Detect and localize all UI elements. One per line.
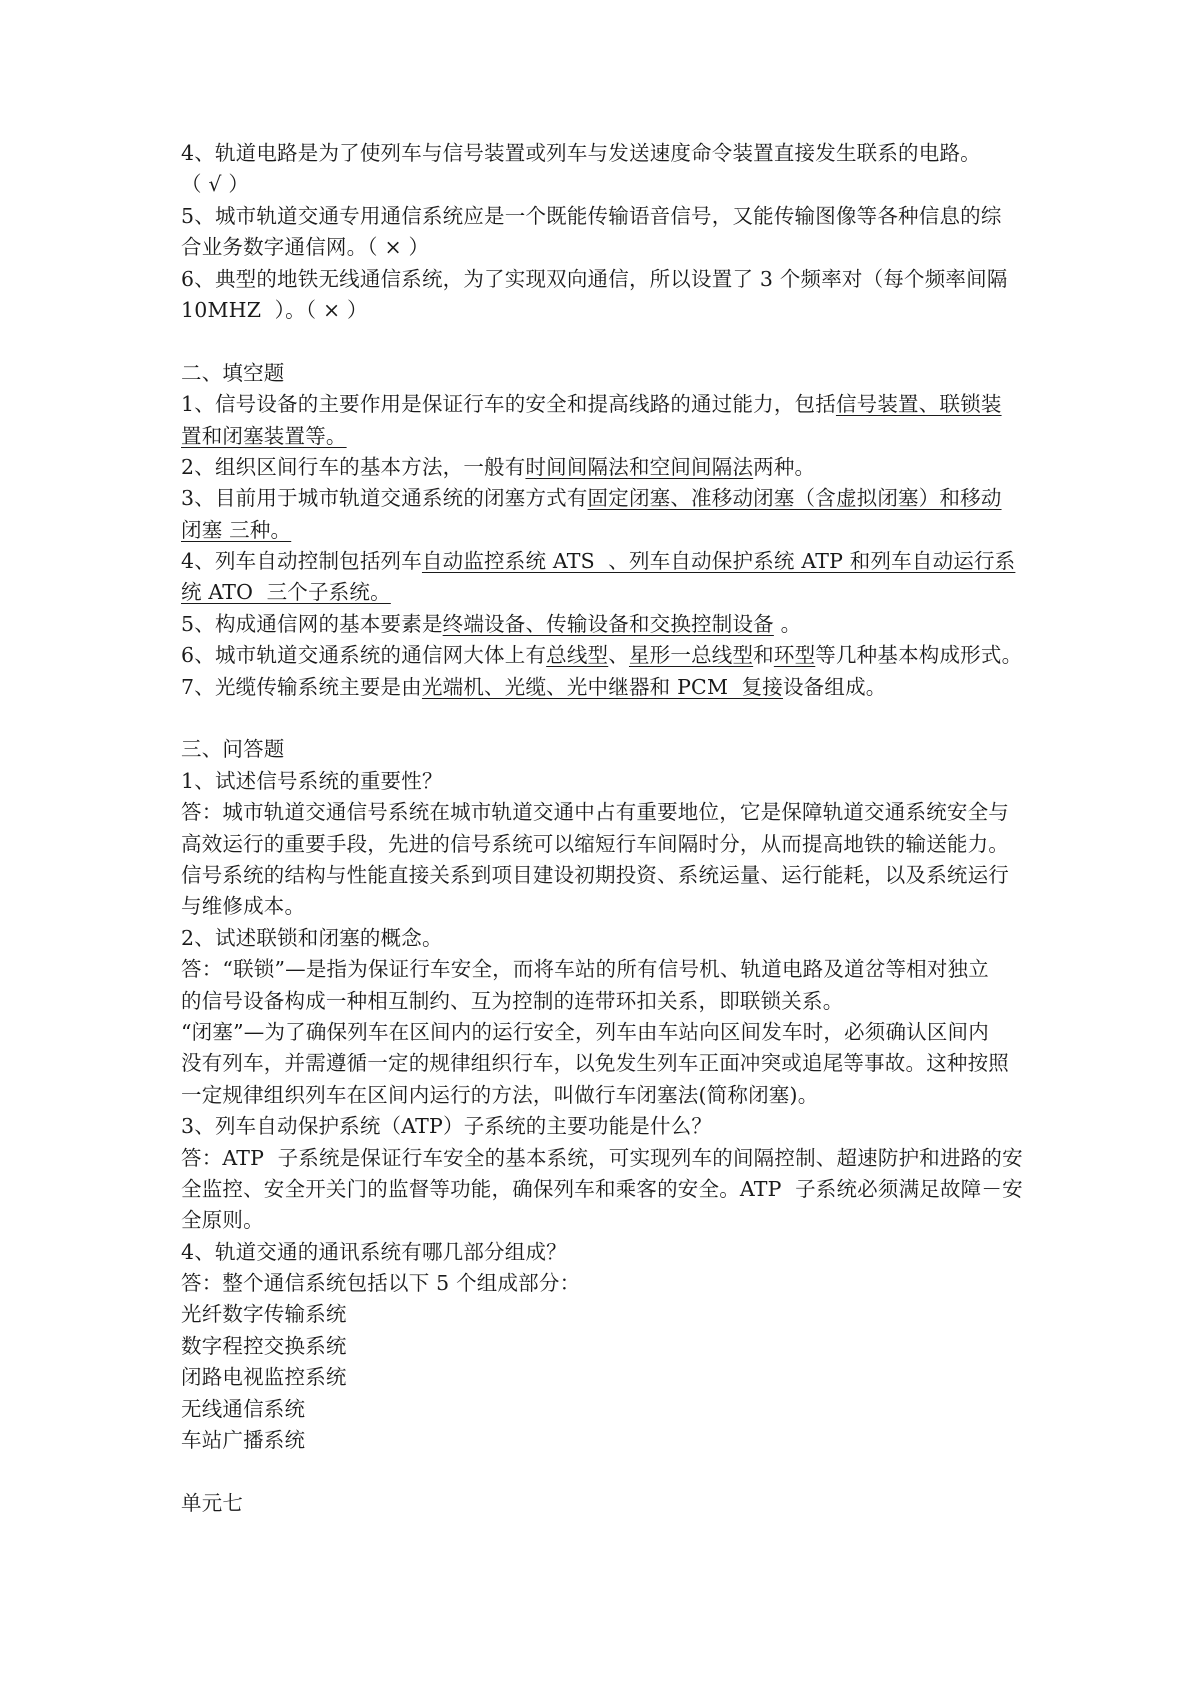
answer-line: 答：ATP 子系统是保证行车安全的基本系统，可实现列车的间隔控制、超速防护和进路的安 — [181, 1145, 1023, 1170]
text-line — [181, 609, 1021, 640]
section-heading: 三、问答题 — [181, 737, 285, 762]
answer-line: 答：城市轨道交通信号系统在城市轨道交通中占有重要地位，它是保障轨道交通系统安全与 — [181, 800, 1009, 825]
question-text: 和 — [753, 643, 774, 668]
answer-text: 自动监控系统 ATS 、列车自动保护系统 ATP 和列车自动运行系 — [421, 549, 1016, 574]
judgment-item — [181, 264, 1021, 327]
answer-line: 全监控、安全开关门的监督等功能，确保列车和乘客的安全。ATP 子系统必须满足故障－安 — [181, 1176, 1023, 1201]
answer-line: 答：“联锁”—是指为保证行车安全，而将车站的所有信号机、轨道电路及道岔等相对独立 — [181, 957, 989, 982]
spacer — [181, 703, 1021, 734]
answer-line: 的信号设备构成一种相互制约、互为控制的连带环扣关系，即联锁关系。 — [181, 988, 844, 1013]
list-item: 闭路电视监控系统 — [181, 1365, 347, 1390]
answer-line: 全原则。 — [181, 1208, 264, 1233]
fill-item — [181, 546, 1021, 609]
fill-item — [181, 609, 1021, 640]
question-text: 、 — [608, 643, 629, 668]
spacer — [181, 326, 1021, 357]
fill-item — [181, 640, 1021, 671]
question-text: 4、列车自动控制包括列车 — [181, 549, 422, 574]
answer-text: 统 ATO 三个子系统。 — [181, 580, 391, 605]
fill-item — [181, 452, 1021, 483]
answer-text: 光端机、光缆、光中继器和 PCM 复接 — [421, 674, 783, 699]
question-text: 6、城市轨道交通系统的通信网大体上有 — [181, 643, 547, 668]
fill-item — [181, 483, 1021, 546]
question-line: 1、试述信号系统的重要性？ — [181, 768, 443, 793]
text-line: 10MHZ ）。（ × ） — [181, 297, 368, 322]
text-line — [181, 515, 1021, 546]
question-text: 5、构成通信网的基本要素是 — [181, 611, 443, 636]
text-line — [181, 452, 1021, 483]
answer-line: 没有列车，并需遵循一定的规律组织行车，以免发生列车正面冲突或追尾等事故。这种按照 — [181, 1051, 1009, 1076]
answer-text: 闭塞 三种。 — [181, 517, 292, 542]
question-text: 3、目前用于城市轨道交通系统的闭塞方式有 — [181, 486, 588, 511]
document-page — [181, 138, 1021, 1519]
answer-line: “闭塞”—为了确保列车在区间内的运行安全，列车由车站向区间发车时，必须确认区间内 — [181, 1019, 989, 1044]
judgment-item — [181, 138, 1021, 201]
answer-text: 固定闭塞、准移动闭塞（含虚拟闭塞）和移动 — [587, 486, 1002, 511]
text-line: 5、城市轨道交通专用通信系统应是一个既能传输语音信号，又能传输图像等各种信息的综 — [181, 203, 1002, 228]
answer-text: 时间间隔法和空间间隔法 — [525, 454, 754, 479]
answer-text: 环型 — [773, 643, 816, 668]
spacer — [181, 1456, 1021, 1487]
question-text: 。 — [773, 611, 802, 636]
question-text: 两种。 — [753, 454, 816, 479]
list-item: 光纤数字传输系统 — [181, 1302, 347, 1327]
answer-line: 信号系统的结构与性能直接关系到项目建设初期投资、系统运量、运行能耗，以及系统运行 — [181, 862, 1009, 887]
answer-line: 与维修成本。 — [181, 894, 306, 919]
question-text: 等几种基本构成形式。 — [815, 643, 1023, 668]
text-line: （ √ ） — [181, 172, 250, 197]
text-line — [181, 389, 1021, 420]
text-line: 4、轨道电路是为了使列车与信号装置或列车与发送速度命令装置直接发生联系的电路。 — [181, 141, 981, 165]
question-line: 4、轨道交通的通讯系统有哪几部分组成？ — [181, 1239, 567, 1264]
answer-text: 星形一总线型 — [628, 643, 754, 668]
text-line — [181, 421, 1021, 452]
answer-line: 一定规律组织列车在区间内运行的方法，叫做行车闭塞法(简称闭塞)。 — [181, 1082, 819, 1107]
text-line — [181, 546, 1021, 577]
answer-text: 置和闭塞装置等。 — [181, 423, 347, 448]
question-text: 设备组成。 — [782, 674, 887, 699]
answer-text: 信号装置、联锁装 — [835, 392, 1002, 417]
unit-heading: 单元七 — [181, 1490, 244, 1515]
question-text: 2、组织区间行车的基本方法，一般有 — [181, 454, 526, 479]
text-line — [181, 640, 1021, 671]
fill-item — [181, 389, 1021, 452]
question-text: 1、信号设备的主要作用是保证行车的安全和提高线路的通过能力，包括 — [181, 392, 836, 417]
text-line — [181, 672, 1021, 703]
list-item: 数字程控交换系统 — [181, 1333, 347, 1358]
text-line: 6、典型的地铁无线通信系统，为了实现双向通信，所以设置了 3 个频率对（每个频率间隔 — [181, 266, 1008, 291]
text-line — [181, 483, 1021, 514]
judgment-item — [181, 201, 1021, 264]
answer-line: 答：整个通信系统包括以下 5 个组成部分： — [181, 1271, 581, 1296]
fill-item — [181, 672, 1021, 703]
section-heading: 二、填空题 — [181, 360, 285, 385]
answer-text: 终端设备、传输设备和交换控制设备 — [442, 611, 774, 636]
question-text: 7、光缆传输系统主要是由 — [181, 674, 422, 699]
answer-line: 高效运行的重要手段，先进的信号系统可以缩短行车间隔时分，从而提高地铁的输送能力。 — [181, 831, 1009, 856]
question-line: 2、试述联锁和闭塞的概念。 — [181, 925, 443, 950]
question-line: 3、列车自动保护系统（ATP）子系统的主要功能是什么？ — [181, 1114, 713, 1139]
text-line: 合业务数字通信网。（ × ） — [181, 235, 430, 260]
text-line — [181, 577, 1021, 608]
answer-text: 总线型 — [546, 643, 609, 668]
list-item: 车站广播系统 — [181, 1428, 306, 1453]
list-item: 无线通信系统 — [181, 1396, 306, 1421]
